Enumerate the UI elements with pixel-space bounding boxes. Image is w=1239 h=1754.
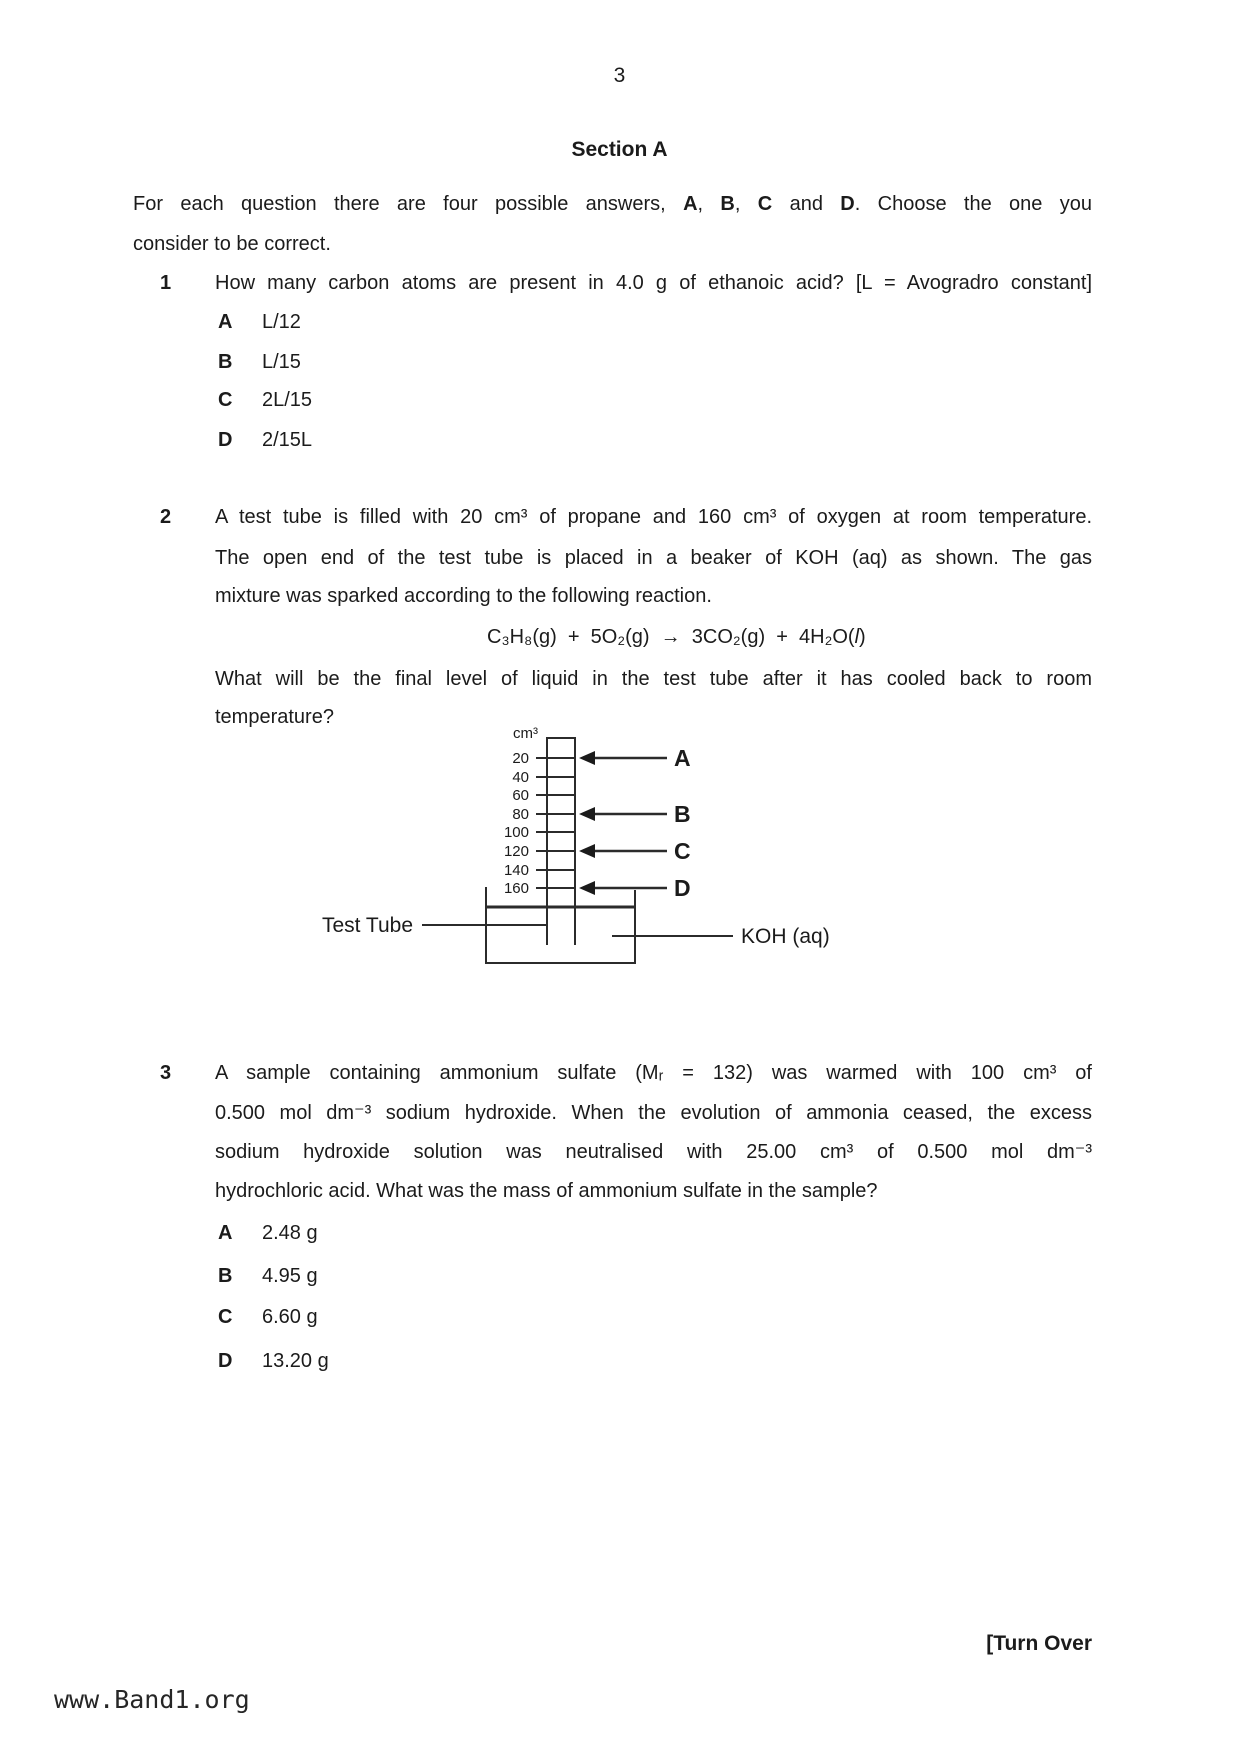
q2-line-5: temperature? [215, 706, 334, 728]
q1-text: How many carbon atoms are present in 4.0 g of ethanoic acid? [L = Avogradro constant] [215, 272, 1092, 294]
option-value: L/15 [262, 351, 301, 373]
intro-sep-1: , [697, 193, 721, 215]
unit-label: cm³ [513, 725, 538, 742]
option-value: 2L/15 [262, 389, 313, 411]
q1-option-c [218, 380, 312, 420]
arrowhead-c-icon [579, 844, 595, 858]
option-letter: B [218, 1265, 233, 1287]
q1-option-b [218, 342, 301, 382]
tick-label-20: 20 [512, 750, 529, 767]
q2-equation [487, 617, 866, 657]
equation-close: ) [859, 626, 866, 648]
option-value: 4.95 g [262, 1265, 318, 1287]
option-value: 13.20 g [262, 1350, 329, 1372]
koh-label: KOH (aq) [741, 925, 830, 948]
q3-option-c [218, 1297, 318, 1337]
intro-letter-c: C [757, 193, 773, 215]
option-letter: C [218, 389, 233, 411]
page-number: 3 [613, 64, 626, 87]
equation-text: C₃H₈(g) + 5O₂(g) → 3CO₂(g) + 4H₂O( [487, 626, 855, 648]
q3-line-4: hydrochloric acid. What was the mass of ammonium sulfate in the sample? [215, 1180, 878, 1202]
q1-option-d [218, 420, 312, 460]
tick-label-140: 140 [503, 862, 529, 879]
level-label-a: A [674, 745, 691, 771]
q3-option-b [218, 1256, 318, 1296]
option-letter: D [218, 1350, 233, 1372]
intro-letter-a: A [683, 193, 698, 215]
q1-number: 1 [160, 272, 172, 294]
q3-option-d [218, 1341, 329, 1381]
level-label-b: B [674, 801, 691, 827]
test-tube-label: Test Tube [321, 914, 413, 937]
intro-text: For each question there are four possible answers, [133, 193, 684, 215]
q1-option-a [218, 302, 301, 342]
q2-line-2: The open end of the test tube is placed in a beaker of KOH (aq) as shown. The gas [215, 547, 1092, 569]
tick-label-160: 160 [503, 880, 529, 897]
option-letter: A [218, 311, 233, 333]
q3-line-2: 0.500 mol dm⁻³ sodium hydroxide. When the evolution of ammonia ceased, the excess [215, 1102, 1092, 1124]
option-letter: A [218, 1222, 233, 1244]
q3-option-a [218, 1213, 318, 1253]
tick-label-120: 120 [503, 843, 529, 860]
intro-line-1 [133, 184, 1092, 224]
option-value: L/12 [262, 311, 301, 333]
test-tube-diagram [300, 718, 860, 980]
level-label-d: D [674, 875, 691, 901]
q2-number: 2 [160, 506, 172, 528]
q2-line-3: mixture was sparked according to the following reaction. [215, 585, 712, 607]
tick-label-80: 80 [512, 806, 529, 823]
tick-label-60: 60 [512, 787, 529, 804]
q3-line-3: sodium hydroxide solution was neutralised with 25.00 cm³ of 0.500 mol dm⁻³ [215, 1141, 1092, 1163]
arrowhead-b-icon [579, 807, 595, 821]
intro-letter-d: D [840, 193, 855, 215]
arrowhead-d-icon [579, 881, 595, 895]
option-letter: C [218, 1306, 233, 1328]
equation-state-symbol: l [854, 626, 860, 648]
q2-line-1: A test tube is filled with 20 cm³ of propane and 160 cm³ of oxygen at room temperature. [215, 506, 1092, 528]
intro-text-end: . Choose the one you [854, 193, 1092, 215]
level-label-c: C [674, 838, 691, 864]
intro-line-2: consider to be correct. [133, 233, 331, 255]
watermark-url: www.Band1.org [54, 1685, 250, 1714]
q2-line-4: What will be the final level of liquid in the test tube after it has cooled back to room [215, 668, 1092, 690]
arrowhead-a-icon [579, 751, 595, 765]
option-letter: D [218, 429, 233, 451]
intro-sep-3: and [772, 193, 841, 215]
option-value: 2.48 g [262, 1222, 318, 1244]
tick-label-40: 40 [512, 769, 529, 786]
option-value: 2/15L [262, 429, 313, 451]
tick-label-100: 100 [503, 824, 529, 841]
q3-line-1: A sample containing ammonium sulfate (Mᵣ = 132) was warmed with 100 cm³ of [215, 1062, 1092, 1084]
option-value: 6.60 g [262, 1306, 318, 1328]
q3-number: 3 [160, 1062, 172, 1084]
section-heading: Section A [571, 138, 668, 161]
turn-over-note: [Turn Over [986, 1632, 1092, 1655]
intro-letter-b: B [720, 193, 735, 215]
intro-sep-2: , [734, 193, 758, 215]
option-letter: B [218, 351, 233, 373]
